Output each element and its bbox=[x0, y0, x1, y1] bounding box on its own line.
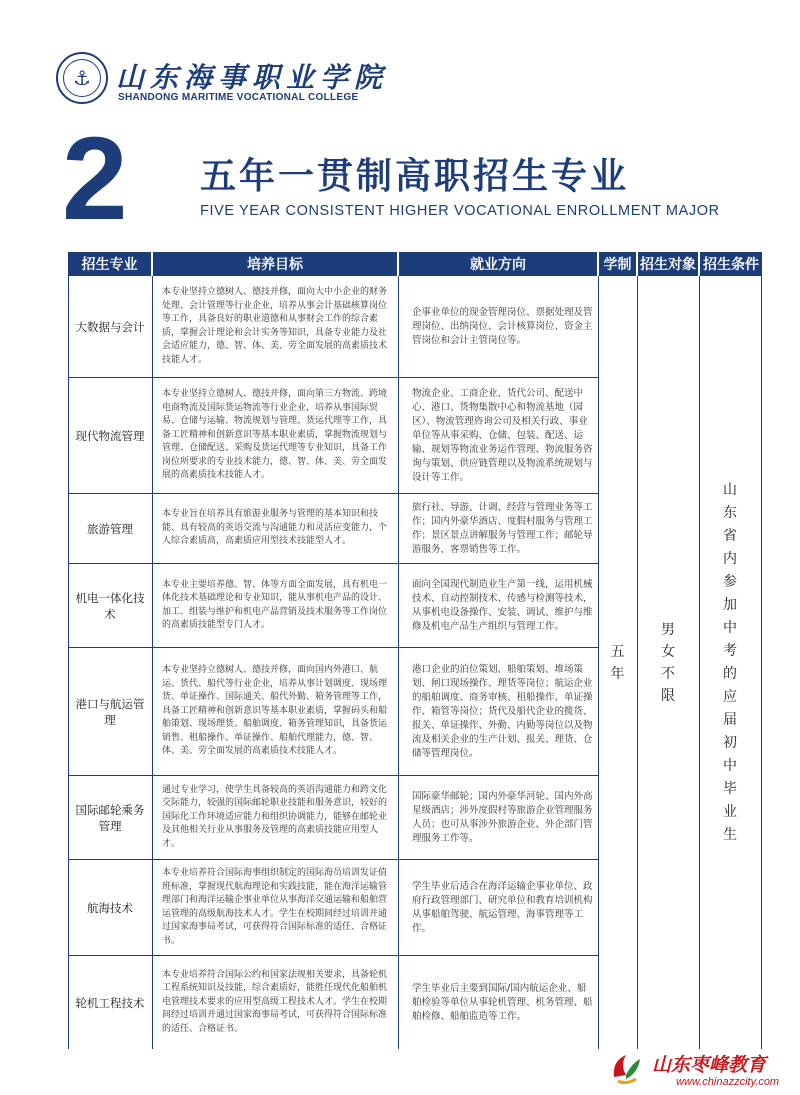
major-name: 国际邮轮乘务管理 bbox=[75, 802, 145, 833]
employment-direction: 面向全国现代制造业生产第一线，运用机械技术、自动控制技术、传感与检测等技术，从事机电设备操作、安装、调试、维护与维修及机电产品生产组织与管理工作。 bbox=[412, 578, 593, 632]
college-logo-icon: ⚓ bbox=[56, 52, 108, 104]
table-row bbox=[68, 276, 598, 378]
major-name: 旅游管理 bbox=[87, 521, 133, 536]
header-major: 招生专业 bbox=[68, 252, 151, 276]
employment-direction: 国际豪华邮轮；国内外豪华河轮、国内外高星级酒店；涉外度假村等旅游企业管理服务人员；也可从事涉外旅游企业、外企部门管理服务工作等。 bbox=[412, 790, 593, 844]
table-row bbox=[68, 378, 598, 494]
footer-url: www.chinazzcity.com bbox=[676, 1076, 780, 1088]
employment-direction: 旅行社、导游、计调、经营与管理业务等工作；国内外豪华酒店、度假村服务与管理工作；景区景点讲解服务与管理工作；邮轮导游服务、客票销售等工作。 bbox=[412, 501, 593, 555]
table-row bbox=[68, 494, 598, 564]
header-condition: 招生条件 bbox=[700, 252, 762, 276]
target-cell bbox=[637, 276, 699, 1049]
header-goal: 培养目标 bbox=[153, 252, 397, 276]
page-header bbox=[0, 0, 800, 250]
major-name: 大数据与会计 bbox=[75, 319, 145, 334]
training-goal: 本专业主要培养德、智、体等方面全面发展，具有机电一体化技术基础理论和专业知识，能从事机电产品的设计、加工、组装与维护和机电产品营销及技术服务等工作岗位的高素质技能型专门人才。 bbox=[162, 579, 388, 630]
duration-value: 五年 bbox=[610, 643, 625, 682]
condition-cell bbox=[699, 276, 761, 1049]
employment-direction: 学生毕业后适合在海洋运输企事业单位、政府行政管理部门、研究单位和教育培训机构从事船舶驾驶、航运管理、海事管理等工作。 bbox=[412, 880, 593, 934]
grid-line bbox=[398, 276, 399, 1049]
major-name: 航海技术 bbox=[87, 900, 133, 915]
header-duration: 学制 bbox=[599, 252, 636, 276]
footer-brand-name: 山东枣峰教育 bbox=[652, 1054, 767, 1076]
table-row bbox=[68, 776, 598, 860]
employment-direction: 学生毕业后主要到国际/国内航运企业、船舶检验等单位从事轮机管理、机务管理、船舶检修、船舶监造等工作。 bbox=[412, 982, 593, 1022]
training-goal: 本专业坚持立德树人、德技并修，面向第三方物流、跨境电商物流及国际货运物流等行业企业，培养从事国际贸易、仓储与运输、物流规划与管理、货运代理等工作，具备工匠精神和创新意识等基本职业素质，掌握物流规划与管理、仓储配送、采购及货运代理等专业知识，具备工作岗位所要求的专业技术能力，德、智、体、美、劳全面发展的高素质技术技能人才。 bbox=[162, 389, 388, 481]
training-goal: 本专业坚持立德树人、德技并修，面向国内外港口、航运、货代、船代等行业企业，培养从事计划调度、现场理货、单证操作、国际通关、船代外勤、箱务管理等工作，具备工匠精神和创新意识等基本职业素质，掌握码头和船舶策划、现场理货、船舶调度、箱务管理知识，具备货运销售、租船操作、单证操作、船舶代理能力，德、智、体、美、劳全面发展的高素质技术技能人才。 bbox=[162, 665, 388, 757]
header-job: 就业方向 bbox=[399, 252, 597, 276]
table-row bbox=[68, 648, 598, 776]
college-name-en: SHANDONG MARITIME VOCATIONAL COLLEGE bbox=[118, 92, 359, 103]
training-goal: 通过专业学习，使学生具备较高的英语沟通能力和跨文化交际能力，较强的国际邮轮职业技能和服务意识，较好的国际化工作环境适应能力和组织协调能力，能够在邮轮业及其他相关行业从事服务及管理的高素质技能应用型人才。 bbox=[162, 784, 388, 849]
grid-line bbox=[68, 276, 69, 1049]
training-goal: 本专业坚持立德树人、德技并修，面向大中小企业的财务处理、会计管理等行业企业，培养从事会计基础核算岗位等工作，具备良好的职业道德和从事财会工作的综合素质，掌握会计理论和会计实务等知识，具备专业能力及社会适应能力，德、智、体、美、劳全面发展的高素质技术技能人才。 bbox=[162, 287, 388, 365]
major-name: 港口与航运管理 bbox=[75, 696, 145, 727]
section-number: 2 bbox=[62, 113, 128, 245]
college-name-cn: 山东海事职业学院 bbox=[116, 61, 389, 94]
training-goal: 本专业培养符合国际公约和国家法规相关要求，具备轮机工程系统知识及技能，综合素质好，能胜任现代化船舶机电管理技术要求的应用型高级工程技术人才。学生在校期间经过培训并通过国家海事局考试，可获得符合国际标准的适任、合格证书。 bbox=[162, 969, 388, 1034]
major-name: 现代物流管理 bbox=[75, 428, 145, 443]
training-goal: 本专业培养符合国际海事组织制定的国际海员培训发证值班标准，掌握现代航海理论和实践技能，能在海洋运输管理部门和海洋运输企事业单位从事海洋交通运输和船舶营运管理的高级航海技术人才。学生在校期间经过培训并通过国家海事局考试，可获得符合国际标准的适任、合格证书。 bbox=[162, 868, 388, 946]
duration-cell bbox=[598, 276, 637, 1049]
employment-direction: 物流企业、工商企业、货代公司、配送中心、港口、货物集散中心和物流基地（园区）、物流管理咨询公司及相关行政、事业单位等从事采购、仓储、包装、配送、运输、规划等物流业务运作管理、物流服务咨询与策划、供应链管理以及物流系统规划与设计等工作。 bbox=[412, 387, 593, 483]
employment-direction: 港口企业的泊位策划、船舶策划、堆场策划、闸口现场操作、理货等岗位；航运企业的船舶调度、商务审核、租船操作、单证操作、箱管等岗位；货代及船代企业的揽货、报关、单证操作、外勤、内勤等岗位以及物流及相关企业的生产计划、报关、理货、仓储等管理岗位。 bbox=[412, 663, 593, 759]
grid-line bbox=[761, 276, 762, 1049]
enrollment-table bbox=[68, 252, 762, 1034]
header-target: 招生对象 bbox=[638, 252, 698, 276]
training-goal: 本专业旨在培养具有旅游业服务与管理的基本知识和技能、具有较高的英语交流与沟通能力和灵活应变能力，个人综合素质高，高素质应用型技术技能型人才。 bbox=[162, 509, 388, 547]
table-header bbox=[68, 252, 762, 276]
page-subtitle: FIVE YEAR CONSISTENT HIGHER VOCATIONAL ENROLLMENT MAJOR bbox=[200, 203, 720, 219]
page-title: 五年一贯制高职招生专业 bbox=[200, 155, 630, 197]
table-row bbox=[68, 860, 598, 956]
major-name: 轮机工程技术 bbox=[75, 995, 145, 1010]
table-row bbox=[68, 956, 598, 1049]
table-row bbox=[68, 564, 598, 648]
target-value: 男女不限 bbox=[661, 621, 675, 704]
grid-line bbox=[152, 276, 153, 1049]
footer-logo-icon bbox=[606, 1047, 646, 1087]
employment-direction: 企事业单位的现金管理岗位、票据处理及管理岗位、出纳岗位、会计核算岗位、资金主管岗位和会计主管岗位等。 bbox=[412, 306, 593, 346]
condition-value: 山东省内参加中考的应届初中毕业生 bbox=[723, 481, 737, 843]
major-name: 机电一体化技术 bbox=[75, 590, 145, 621]
